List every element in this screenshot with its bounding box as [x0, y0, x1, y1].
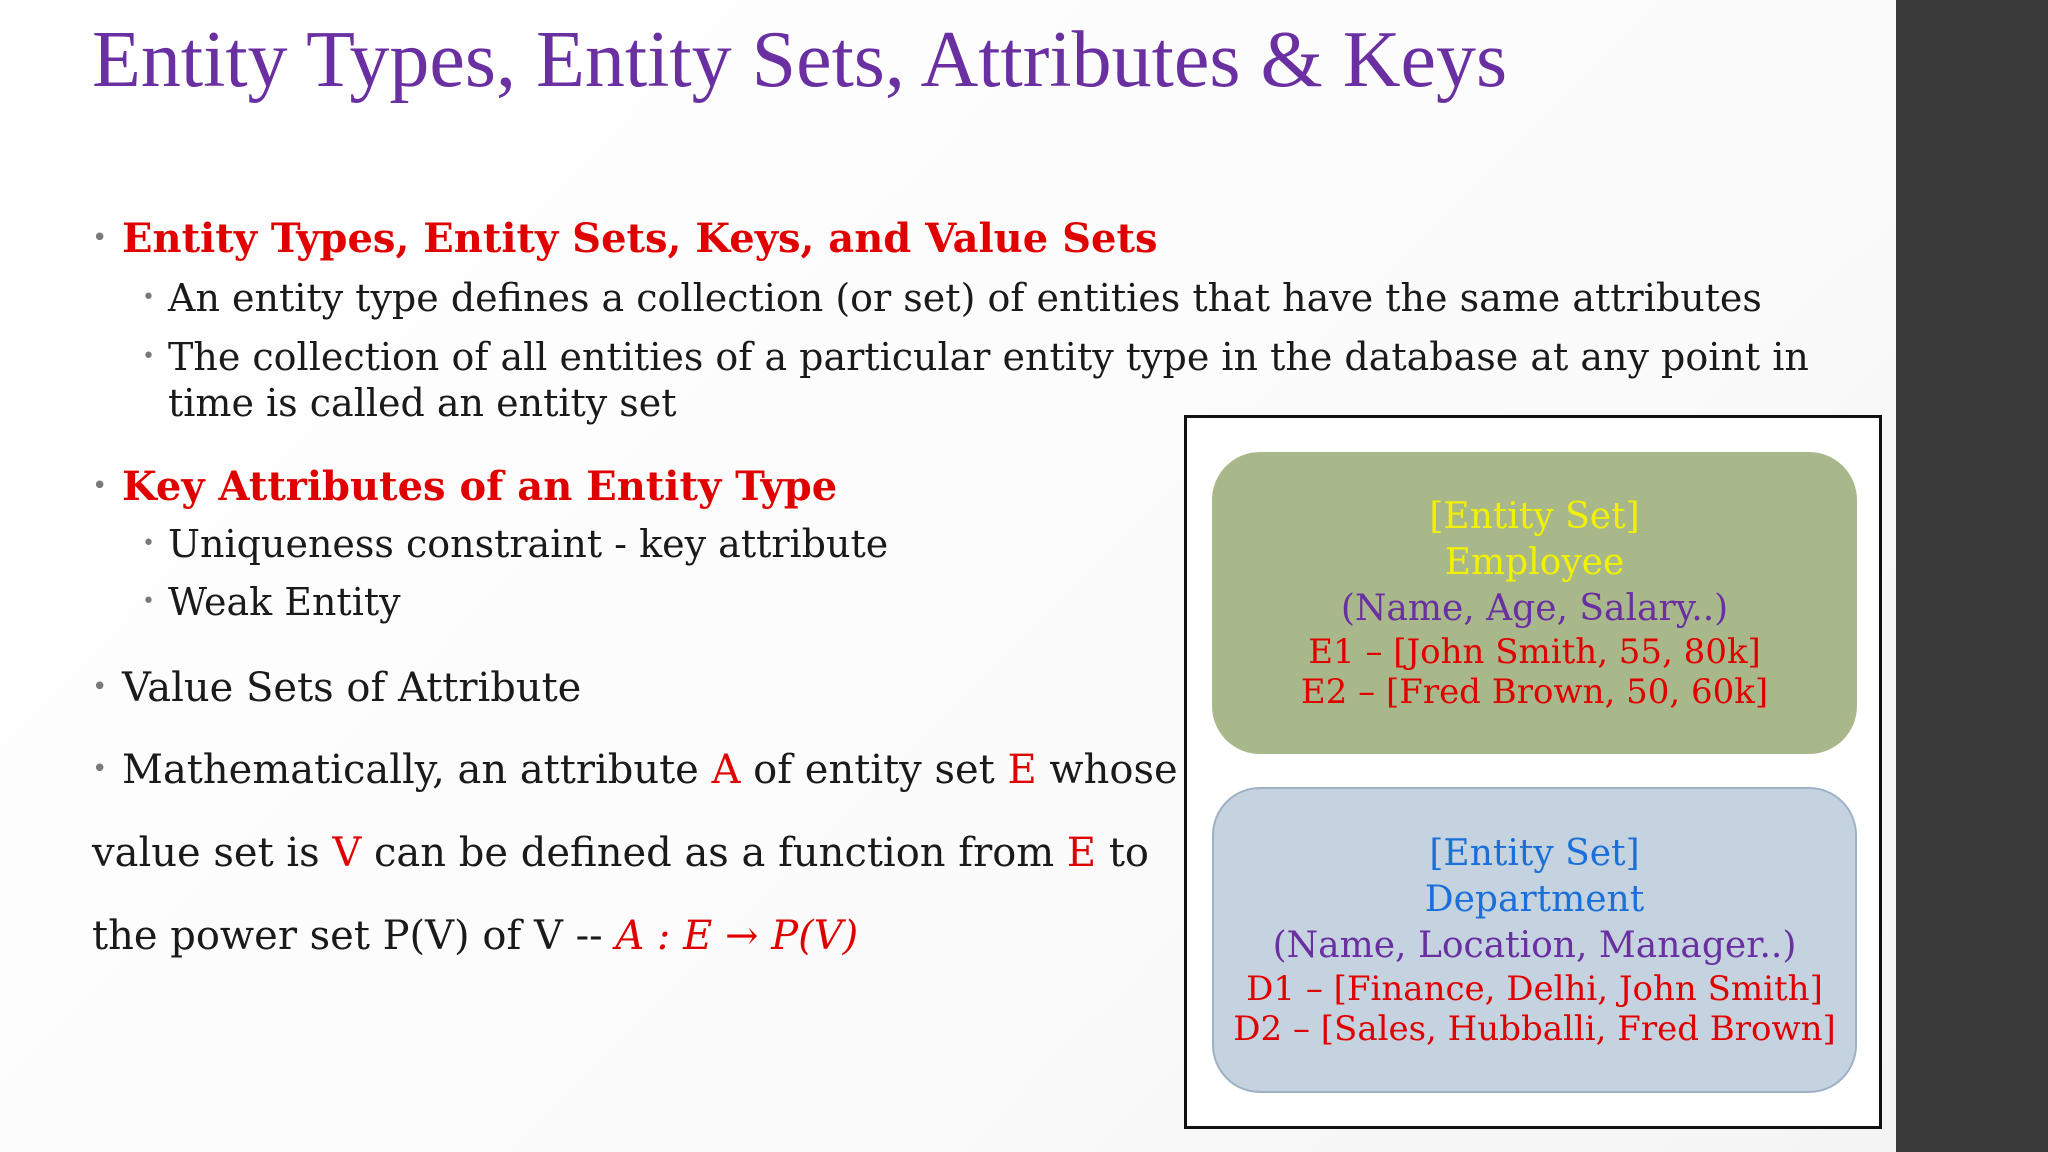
- sub-bullet-weak-entity: [142, 579, 401, 625]
- bullet-dot-icon: •: [92, 672, 108, 702]
- bullet-dot-icon: •: [92, 223, 108, 253]
- bullet-dot-icon: •: [92, 754, 108, 784]
- section-heading: Key Attributes of an Entity Type: [122, 463, 838, 510]
- text-fragment: can be defined as a function from: [361, 830, 1067, 876]
- sub-bullet-entity-set-definition: [142, 334, 1868, 426]
- bullet-entity-types: [92, 214, 1158, 264]
- bullet-mathematically: [92, 745, 1178, 795]
- formula: A : E → P(V): [615, 913, 859, 959]
- entity-row: E1 – [John Smith, 55, 80k]: [1308, 632, 1761, 672]
- entity-attributes: (Name, Location, Manager..): [1272, 925, 1797, 966]
- text-fragment: of entity set: [740, 747, 1008, 793]
- sub-bullet-uniqueness: [142, 521, 889, 567]
- sub-bullet-text: Weak Entity: [168, 580, 401, 624]
- entity-set-name: Employee: [1444, 542, 1625, 583]
- employee-entity-set-box: [1212, 452, 1857, 754]
- slide-title: Entity Types, Entity Sets, Attributes & Keys: [92, 16, 1508, 104]
- symbol-e: E: [1066, 830, 1097, 876]
- symbol-v: V: [332, 830, 362, 876]
- bullet-dot-icon: •: [142, 285, 155, 310]
- sub-bullet-text: The collection of all entities of a particular entity type in the database at any point in time is called an entity set: [168, 335, 1809, 425]
- symbol-e: E: [1007, 747, 1037, 793]
- bullet-key-attributes: [92, 462, 838, 512]
- symbol-a: A: [711, 747, 741, 793]
- bullet-dot-icon: •: [92, 471, 108, 501]
- bullet-value-sets: [92, 663, 582, 713]
- department-entity-set-box: [1212, 787, 1857, 1093]
- sub-bullet-text: An entity type defines a collection (or set) of entities that have the same attributes: [168, 276, 1762, 320]
- bullet-dot-icon: •: [142, 531, 155, 556]
- text-fragment: value set is: [92, 830, 333, 876]
- text-fragment: to: [1096, 830, 1149, 876]
- bullet-dot-icon: •: [142, 344, 155, 369]
- text-line-value-set: [92, 828, 1149, 878]
- entity-row: E2 – [Fred Brown, 50, 60k]: [1300, 672, 1769, 712]
- entity-set-label: [Entity Set]: [1429, 496, 1640, 537]
- entity-set-label: [Entity Set]: [1429, 833, 1640, 874]
- text-fragment: Mathematically, an attribute: [122, 747, 712, 793]
- entity-set-name: Department: [1424, 879, 1645, 920]
- entity-row: D2 – [Sales, Hubballi, Fred Brown]: [1233, 1009, 1836, 1049]
- text-line-power-set: [92, 911, 858, 961]
- sub-bullet-entity-type-definition: [142, 275, 1868, 321]
- entity-set-diagram: [1184, 415, 1882, 1129]
- entity-attributes: (Name, Age, Salary..): [1340, 588, 1729, 629]
- entity-row: D1 – [Finance, Delhi, John Smith]: [1246, 969, 1823, 1009]
- text-fragment: the power set P(V) of V --: [92, 913, 616, 959]
- section-text: Value Sets of Attribute: [122, 665, 582, 711]
- side-bar: [1896, 0, 2048, 1152]
- section-heading: Entity Types, Entity Sets, Keys, and Value Sets: [122, 215, 1158, 262]
- text-fragment: whose: [1036, 747, 1178, 793]
- bullet-dot-icon: •: [142, 589, 155, 614]
- sub-bullet-text: Uniqueness constraint - key attribute: [168, 522, 889, 566]
